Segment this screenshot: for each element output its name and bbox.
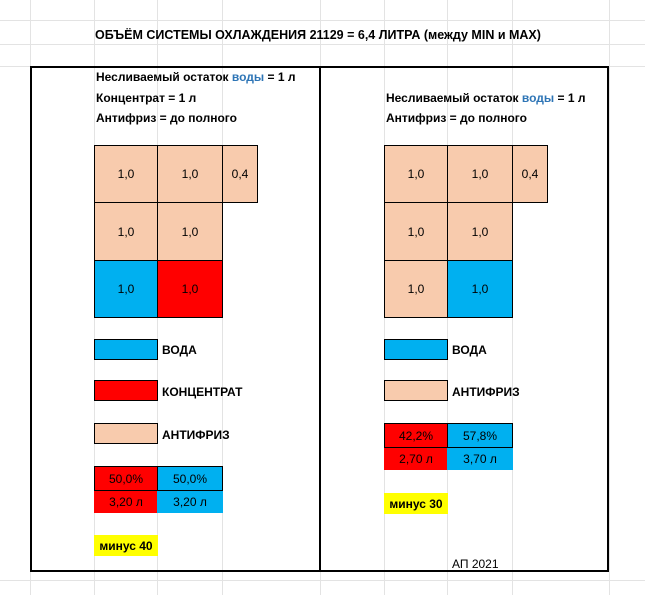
page-title: ОБЪЁМ СИСТЕМЫ ОХЛАЖДЕНИЯ 21129 = 6,4 ЛИТРА (между MIN и MAX): [95, 28, 541, 42]
legend-label-antifreeze: АНТИФРИЗ: [452, 385, 520, 399]
legend-swatch-antifreeze: [94, 423, 158, 444]
grid-line: [0, 580, 645, 581]
left-residual-line: [96, 70, 295, 84]
left-antifreeze-line: Антифриз = до полного: [96, 111, 237, 125]
right-volume-water: 3,70 л: [447, 448, 513, 470]
left-percent-water: 50,0%: [157, 466, 223, 491]
left-residual-prefix: Несливаемый остаток: [96, 70, 232, 84]
legend-swatch-water: [94, 339, 158, 360]
right-residual-line: [386, 91, 585, 105]
left-volume-cell: 1,0: [94, 145, 158, 203]
left-volume-concentrate: 3,20 л: [94, 491, 158, 513]
left-residual-suffix: = 1 л: [264, 70, 296, 84]
left-volume-cell: 0,4: [222, 145, 258, 203]
right-volume-cell: 1,0: [384, 145, 448, 203]
right-percent-water: 57,8%: [447, 423, 513, 448]
right-volume-cell: 1,0: [384, 260, 448, 318]
legend-label-antifreeze: АНТИФРИЗ: [162, 428, 230, 442]
right-residual-prefix: Несливаемый остаток: [386, 91, 522, 105]
grid-line: [609, 0, 610, 595]
author-signature: АП 2021: [452, 557, 499, 571]
grid-line: [0, 44, 645, 45]
right-volume-cell: 1,0: [447, 260, 513, 318]
right-freeze-point: минус 30: [384, 493, 448, 514]
right-percent-concentrate: 42,2%: [384, 423, 448, 448]
right-volume-cell: 0,4: [512, 145, 548, 203]
right-residual-suffix: = 1 л: [554, 91, 586, 105]
left-volume-cell: 1,0: [94, 202, 158, 261]
left-concentrate-line: Концентрат = 1 л: [96, 91, 197, 105]
legend-label-concentrate: КОНЦЕНТРАТ: [162, 385, 243, 399]
right-volume-concentrate: 2,70 л: [384, 448, 448, 470]
left-percent-concentrate: 50,0%: [94, 466, 158, 491]
legend-label-water: ВОДА: [452, 343, 487, 357]
right-water-word: воды: [521, 91, 555, 105]
left-volume-cell: 1,0: [157, 202, 223, 261]
right-volume-cell: 1,0: [384, 202, 448, 261]
column-divider: [319, 66, 321, 572]
legend-label-water: ВОДА: [162, 343, 197, 357]
legend-swatch-water: [384, 339, 448, 360]
left-volume-cell: 1,0: [157, 145, 223, 203]
left-volume-cell: 1,0: [94, 260, 158, 318]
legend-swatch-concentrate: [94, 380, 158, 401]
right-volume-cell: 1,0: [447, 145, 513, 203]
left-volume-cell: 1,0: [157, 260, 223, 318]
left-water-word: воды: [231, 70, 265, 84]
left-freeze-point: минус 40: [94, 535, 158, 556]
right-antifreeze-line: Антифриз = до полного: [386, 111, 527, 125]
right-volume-cell: 1,0: [447, 202, 513, 261]
left-volume-water: 3,20 л: [157, 491, 223, 513]
grid-line: [0, 20, 645, 21]
legend-swatch-antifreeze: [384, 380, 448, 401]
